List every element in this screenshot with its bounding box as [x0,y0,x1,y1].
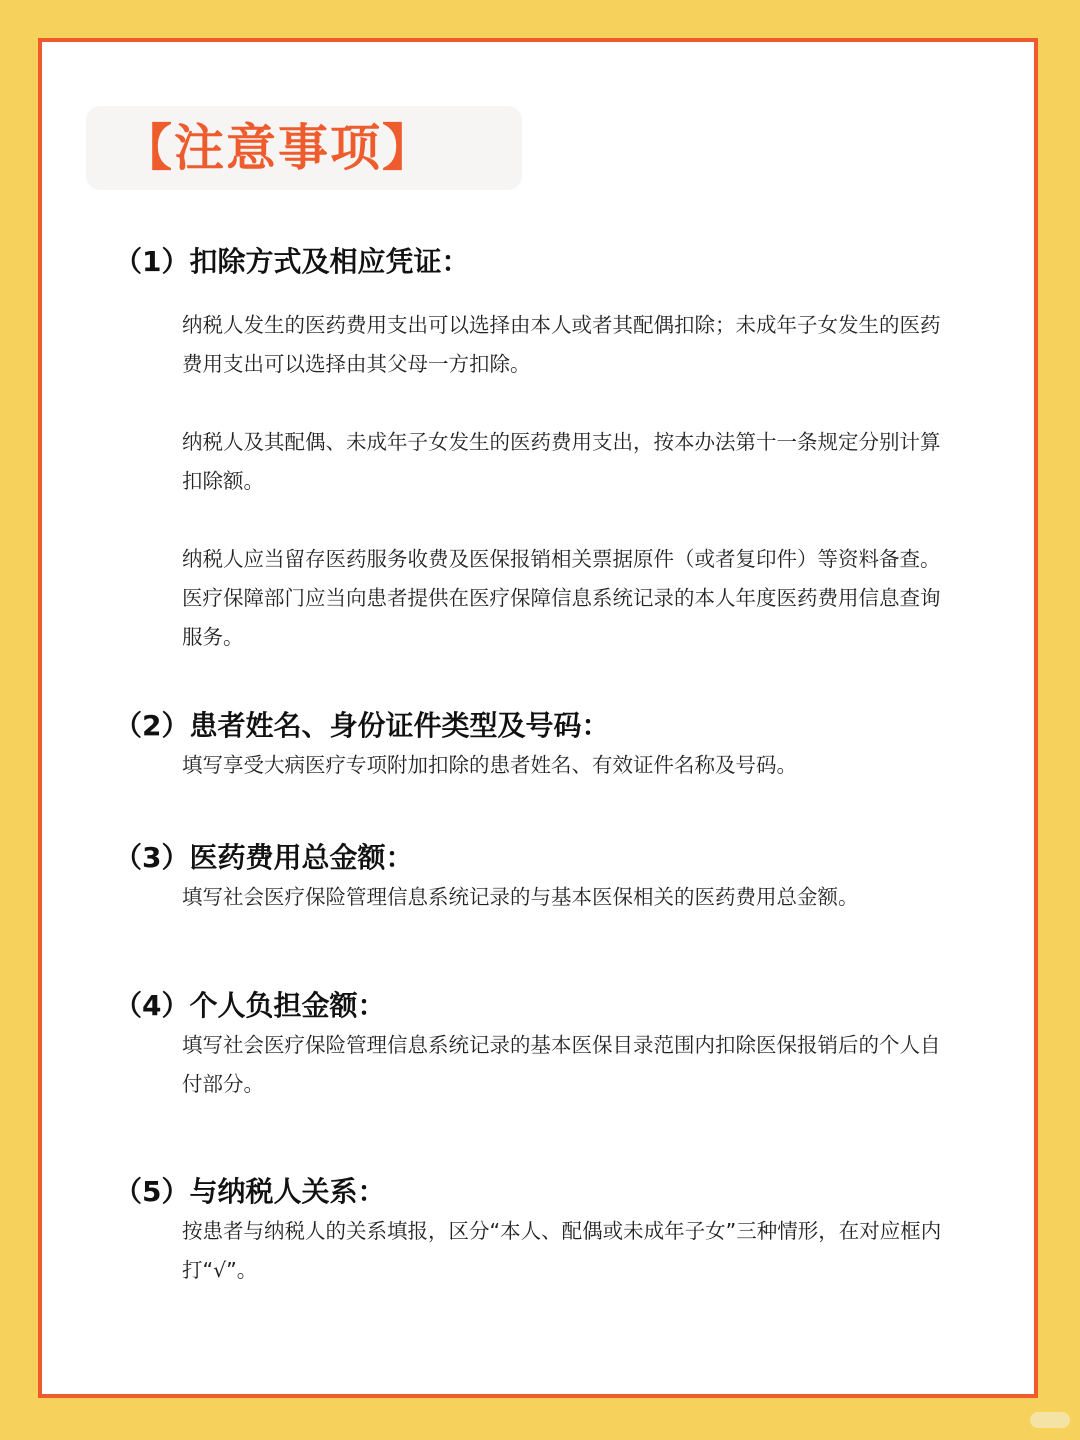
section-paragraph: 纳税人发生的医药费用支出可以选择由本人或者其配偶扣除；未成年子女发生的医药费用支出可以选择由其父母一方扣除。 [182,313,941,376]
section-heading: （3）医药费用总金额： [114,841,414,874]
section-heading: （5）与纳税人关系： [114,1175,386,1208]
section-patient-id [114,706,974,785]
section-paragraph: 纳税人应当留存医药服务收费及医保报销相关票据原件（或者复印件）等资料备查。医疗保障部门应当向患者提供在医疗保障信息系统记录的本人年度医药费用信息查询服务。 [182,547,941,649]
section-heading: （4）个人负担金额： [114,989,386,1022]
section-relationship [114,1172,974,1290]
section-personal-amount [114,986,974,1104]
section-paragraph: 纳税人及其配偶、未成年子女发生的医药费用支出，按本办法第十一条规定分别计算扣除额。 [182,430,941,493]
section-paragraph: 填写社会医疗保险管理信息系统记录的基本医保目录范围内扣除医保报销后的个人自付部分。 [182,1033,941,1096]
page-title: 【注意事项】 [122,119,434,177]
section-heading: （1）扣除方式及相应凭证： [114,245,470,278]
section-heading: （2）患者姓名、身份证件类型及号码： [114,709,610,742]
section-paragraph: 填写享受大病医疗专项附加扣除的患者姓名、有效证件名称及号码。 [182,753,797,777]
section-paragraph: 填写社会医疗保险管理信息系统记录的与基本医保相关的医药费用总金额。 [182,885,859,909]
document-card [38,38,1038,1398]
section-deduction-method [114,242,974,657]
section-total-amount [114,838,974,917]
section-paragraph: 按患者与纳税人的关系填报，区分“本人、配偶或未成年子女”三种情形，在对应框内打“√”。 [182,1219,942,1282]
watermark-badge [1030,1412,1070,1428]
